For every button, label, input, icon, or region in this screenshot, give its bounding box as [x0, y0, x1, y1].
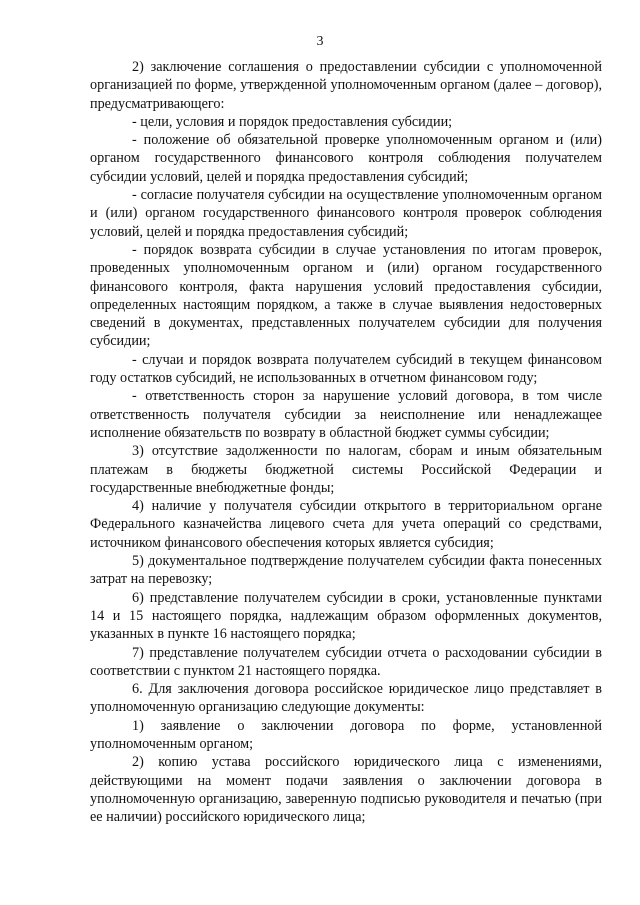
- paragraph-6-documents-deadline: 6) представление получателем субсидии в сроки, установленные пунктами 14 и 15 настоящего порядка, надлежащим образом оформленных документов, указанных в пункте 16 настоящего порядка;: [90, 589, 602, 643]
- item-2-charter-copy: 2) копию устава российского юридического лица с изменениями, действующими на момент подачи заявления о заключении договора в уполномоченную организацию, заверенную подписью руководителя и печатью (при ее наличии) российского юридического лица;: [90, 754, 602, 826]
- paragraph-7-report: 7) представление получателем субсидии отчета о расходовании субсидии в соответствии с пунктом 21 настоящего порядка.: [90, 644, 602, 679]
- paragraph-5-cost-confirmation: 5) документальное подтверждение получателем субсидии факта понесенных затрат на перевозку;: [90, 553, 602, 588]
- bullet-mandatory-check: - положение об обязательной проверке уполномоченным органом и (или) органом государственного финансового контроля соблюдения получателем субсидии условий, целей и порядка предоставления субсидий;: [90, 132, 602, 185]
- bullet-consent-checks: - согласие получателя субсидии на осуществление уполномоченным органом и (или) органом государственного финансового контроля проверок соблюдения условий, целей и порядка предоставления субсидий;: [90, 187, 602, 240]
- bullet-goals-conditions: - цели, условия и порядок предоставления субсидии;: [132, 113, 453, 130]
- bullet-refund-procedure: - порядок возврата субсидии в случае установления по итогам проверок, проведенных уполномоченным органом и (или) органом государственного финансового контроля, факта нарушения условий предоставления субсидии, определенных настоящим порядком, а также в случае выявления недостоверных сведений в документах, представленных получателем субсидии для получения субсидии;: [90, 241, 602, 350]
- document-body: [90, 58, 602, 826]
- section-6-documents-list: 6. Для заключения договора российское юридическое лицо представляет в уполномоченную организацию следующие документы:: [90, 681, 602, 716]
- paragraph-3-no-debt: 3) отсутствие задолженности по налогам, сборам и иным обязательным платежам в бюджеты бюджетной системы Российской Федерации и государственные внебюджетные фонды;: [90, 443, 602, 496]
- paragraph-2-agreement: 2) заключение соглашения о предоставлении субсидии с уполномоченной организацией по форме, утвержденной уполномоченным органом (далее – договор), предусматривающего:: [90, 59, 602, 112]
- bullet-unused-balances: - случаи и порядок возврата получателем субсидий в текущем финансовом году остатков субсидий, не использованных в отчетном финансовом году;: [90, 351, 602, 387]
- bullet-responsibility: - ответственность сторон за нарушение условий договора, в том числе ответственность получателя субсидии за неисполнение или ненадлежащее исполнение обязательств по возврату в областной бюджет суммы субсидии;: [90, 388, 602, 441]
- paragraph-4-treasury-account: 4) наличие у получателя субсидии открытого в территориальном органе Федерального казначейства лицевого счета для учета операций со средствами, источником финансового обеспечения которых является субсидия;: [90, 498, 602, 551]
- item-1-application: 1) заявление о заключении договора по форме, установленной уполномоченным органом;: [90, 717, 602, 752]
- page-number: 3: [316, 34, 324, 49]
